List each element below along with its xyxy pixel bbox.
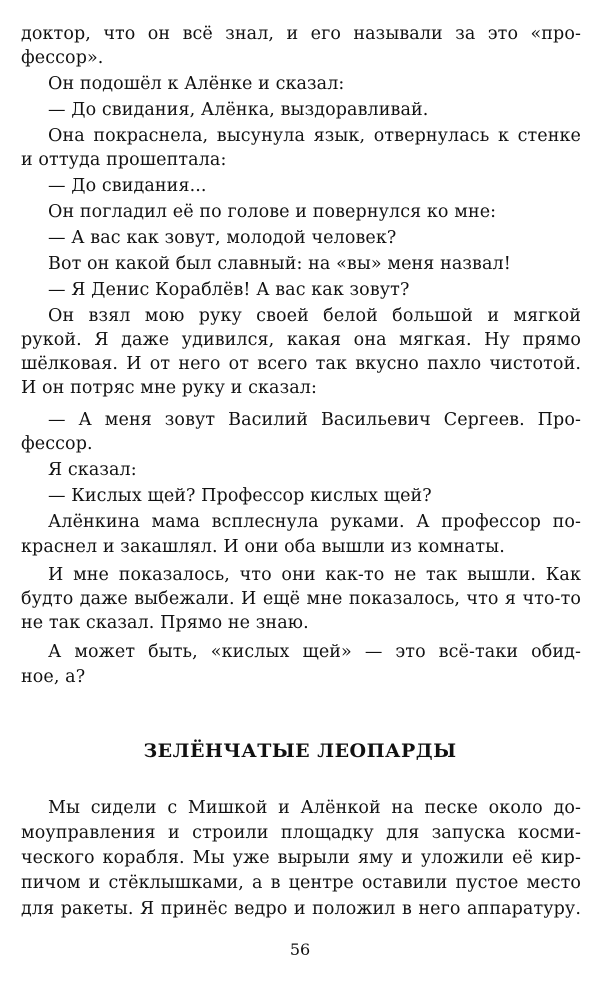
text-line: и оттуда прошептала: bbox=[21, 150, 227, 170]
text-line: А может быть, «кислых щей» — это всё-таки обид- bbox=[48, 642, 581, 662]
text-line: ное, а? bbox=[21, 667, 86, 687]
text-line: Вот он какой был славный: на «вы» меня назвал! bbox=[48, 254, 511, 274]
page-number: 56 bbox=[289, 940, 311, 959]
text-line: — А вас как зовут, молодой человек? bbox=[48, 228, 397, 248]
text-line: Он подошёл к Алёнке и сказал: bbox=[48, 74, 345, 94]
text-line: — А меня зовут Василий Васильевич Сергеев. Про- bbox=[48, 410, 581, 430]
text-line: — До свидания, Алёнка, выздоравливай. bbox=[48, 100, 429, 120]
text-line: Она покраснела, высунула язык, отвернулась к стенке bbox=[48, 126, 581, 146]
text-line: И он потряс мне руку и сказал: bbox=[21, 378, 317, 398]
text-line: Он погладил её по голове и повернулся ко мне: bbox=[48, 202, 497, 222]
text-line: рукой. Я даже удивился, какая она мягкая. Ну прямо bbox=[21, 330, 581, 350]
text-line: шёлковая. И от него от всего так вкусно пахло чистотой. bbox=[21, 354, 581, 374]
text-line: Я сказал: bbox=[48, 460, 137, 480]
section-title: ЗЕЛЁНЧАТЫЕ ЛЕОПАРДЫ bbox=[143, 740, 457, 762]
text-line: ческого корабля. Мы уже вырыли яму и уложили её кир- bbox=[21, 848, 581, 868]
text-line: — Кислых щей? Профессор кислых щей? bbox=[48, 486, 432, 506]
text-line: моуправления и строили площадку для запуска косми- bbox=[21, 823, 581, 843]
text-line: не так сказал. Прямо не знаю. bbox=[21, 613, 309, 633]
text-line: — Я Денис Кораблёв! А вас как зовут? bbox=[48, 280, 410, 300]
text-line: пичом и стёклышками, а в центре оставили пустое место bbox=[21, 873, 581, 893]
text-line: Алёнкина мама всплеснула руками. А профессор по- bbox=[48, 512, 581, 532]
text-line: Мы сидели с Мишкой и Алёнкой на песке около до- bbox=[48, 798, 581, 818]
text-line: Он взял мою руку своей белой большой и мягкой bbox=[48, 306, 581, 326]
text-line: краснел и закашлял. И они оба вышли из комнаты. bbox=[21, 537, 505, 557]
text-line: фессор. bbox=[21, 434, 93, 454]
text-line: И мне показалось, что они как-то не так вышли. Как bbox=[48, 565, 581, 585]
text-line: для ракеты. Я принёс ведро и положил в него аппаратуру. bbox=[21, 899, 581, 919]
text-line: фессор». bbox=[21, 48, 104, 68]
text-line: будто даже выбежали. И ещё мне показалось, что я что-то bbox=[21, 589, 581, 609]
text-line: — До свидания... bbox=[48, 176, 207, 196]
text-line: доктор, что он всё знал, и его называли за это «про- bbox=[21, 24, 581, 44]
